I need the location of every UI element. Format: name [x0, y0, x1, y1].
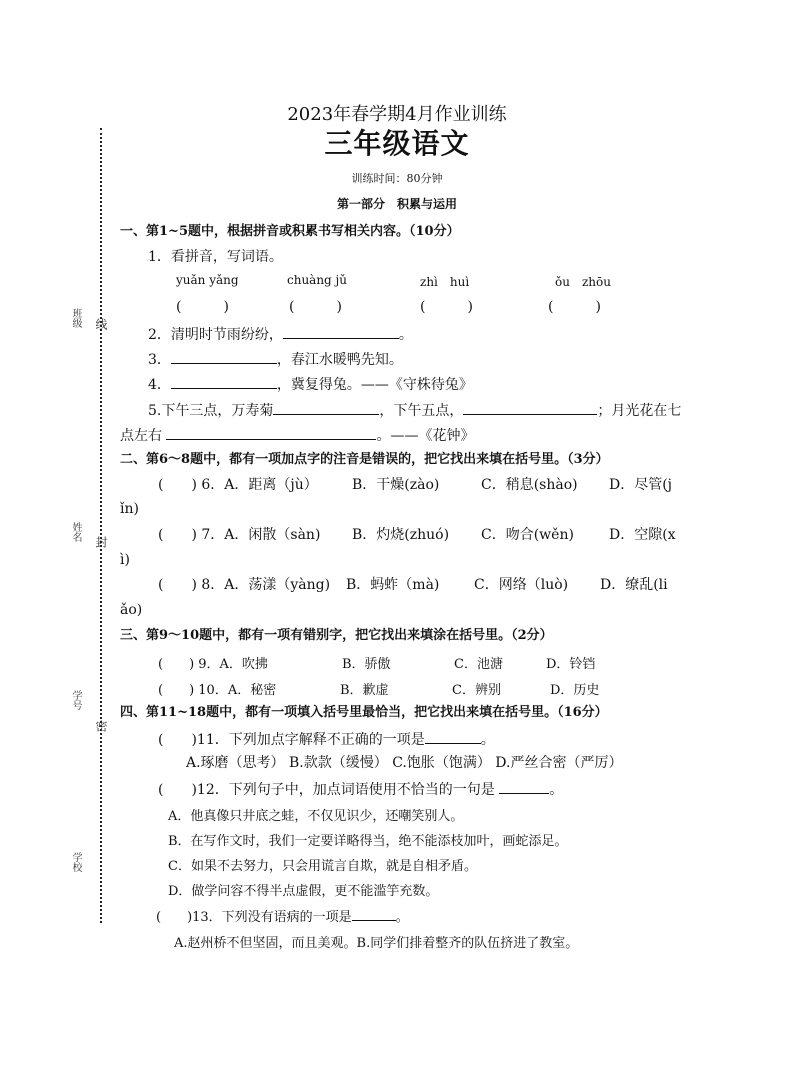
q3-blank[interactable]	[171, 349, 277, 364]
q10-part-b: B．歉虚	[340, 683, 389, 698]
q10-part-d: D．历史	[550, 683, 600, 698]
part-heading: 第一部分 积累与运用	[336, 197, 457, 211]
q11-end: 。	[480, 732, 495, 748]
q12-end: 。	[549, 782, 564, 798]
q5-blank-3[interactable]	[166, 425, 376, 440]
answer-paren-1[interactable]: ( )	[176, 299, 229, 315]
q3	[148, 349, 403, 369]
side-label-school: 学校	[70, 852, 81, 872]
q7-part-a[interactable]: ( ) 7．A．闲散（sàn)	[158, 527, 321, 543]
q8-wrap: ǎo)	[120, 602, 143, 618]
q11-options: A.琢磨（思考） B.款款（缓慢） C.饱胀（饱满） D.严丝合密（严厉）	[186, 755, 623, 771]
q6-part-a[interactable]: ( ) 6．A．距离（jù）	[158, 477, 318, 493]
answer-paren-2[interactable]: ( )	[289, 299, 342, 315]
q7-part-b: B．灼烧(zhuó)	[352, 527, 450, 543]
q5-blank-2[interactable]	[463, 400, 597, 415]
q12-text: ( )12．下列句子中，加点词语使用不恰当的一句是	[158, 782, 495, 798]
q6-wrap: ǐn)	[120, 501, 139, 517]
pinyin-4: ǒu zhōu	[555, 275, 611, 289]
q2	[148, 324, 413, 344]
q13	[156, 906, 409, 925]
pinyin-2: chuàng jǔ	[287, 273, 348, 287]
section3-heading: 三、第9～10题中，都有一项有错别字，把它找出来填涂在括号里。（2分）	[120, 628, 553, 643]
section1-heading: 一、第1~5题中，根据拼音或积累书写相关内容。（10分）	[120, 224, 460, 239]
q6-part-d: D．尽管(j	[609, 477, 673, 493]
q12-option-d: D．做学问容不得半点虚假，更不能滥竽充数。	[168, 884, 439, 899]
side-label-name: 姓名	[70, 522, 81, 542]
q4-text: ，冀复得兔。——《守株待兔》	[276, 377, 473, 393]
q7-wrap: ì)	[120, 552, 130, 568]
q4	[148, 374, 473, 394]
exam-time: 训练时间：80分钟	[351, 172, 443, 185]
q8-part-a[interactable]: ( ) 8．A．荡漾（yàng)	[158, 577, 331, 593]
q8-part-b: B．蚂蚱（mà)	[346, 577, 440, 593]
q5-text-e: 。——《花钟》	[376, 428, 475, 444]
q11	[158, 729, 495, 749]
q5-line2	[120, 425, 474, 445]
q10-part-a[interactable]: ( ) 10．A．秘密	[158, 683, 277, 698]
q8-part-d: D．缭乱(li	[600, 577, 668, 593]
side-label-secret: 密	[94, 720, 108, 732]
q5-text-c: ；月光花在七	[597, 403, 682, 419]
q13-text: ( )13．下列没有语病的一项是	[156, 910, 352, 925]
section2-heading: 二、第6～8题中，都有一项加点字的注音是错误的，把它找出来填在括号里。（3分）	[120, 452, 609, 467]
answer-paren-4[interactable]: ( )	[548, 299, 601, 315]
subject-title: 三年级语文	[324, 127, 470, 160]
q5-line1	[148, 400, 681, 420]
q12	[158, 779, 563, 799]
exam-title: 2023年春学期4月作业训练	[287, 104, 507, 125]
q1-prompt: 1．看拼音，写词语。	[148, 249, 283, 265]
q12-blank[interactable]	[499, 779, 549, 794]
q7-part-d: D．空隙(x	[609, 527, 676, 543]
binding-dotted-line	[100, 128, 102, 923]
side-label-number: 学号	[70, 690, 81, 710]
q5-blank-1[interactable]	[273, 400, 379, 415]
q13-options: A.赵州桥不但坚固，而且美观。B.同学们排着整齐的队伍挤进了教室。	[174, 936, 579, 951]
q4-number: 4．	[148, 377, 171, 393]
q4-blank[interactable]	[171, 374, 277, 389]
q5-text-d: 点左右	[120, 428, 162, 444]
q2-blank[interactable]	[283, 324, 399, 339]
q11-blank[interactable]	[425, 729, 481, 744]
side-label-seal: 封	[94, 536, 108, 548]
section4-heading: 四、第11~18题中，都有一项填入括号里最恰当，把它找出来填在括号里。（16分）	[120, 705, 608, 720]
q5-text-a: 5.下午三点，万寿菊	[148, 403, 274, 419]
q11-text: ( )11．下列加点字解释不正确的一项是	[158, 732, 425, 748]
q9-part-d: D．铃铛	[546, 657, 596, 672]
side-label-line: 线	[94, 318, 108, 330]
q3-text: ，春江水暖鸭先知。	[276, 352, 403, 368]
pinyin-1: yuǎn yǎng	[176, 273, 239, 287]
q13-end: 。	[395, 910, 409, 925]
q12-option-a: A．他真像只井底之蛙，不仅见识少，还嘲笑别人。	[168, 809, 464, 824]
side-label-class: 班级	[70, 308, 81, 328]
q9-part-b: B．骄傲	[342, 657, 391, 672]
q8-part-c: C．网络（luò)	[474, 577, 569, 593]
q2-text: 2．清明时节雨纷纷，	[148, 327, 283, 343]
q7-part-c: C．吻合(wěn)	[481, 527, 574, 543]
answer-paren-3[interactable]: ( )	[420, 299, 473, 315]
q3-number: 3．	[148, 352, 171, 368]
q12-option-b: B．在写作文时，我们一定要详略得当，绝不能添枝加叶，画蛇添足。	[168, 834, 568, 849]
pinyin-3: zhì huì	[420, 275, 470, 289]
q13-blank[interactable]	[352, 907, 396, 921]
q5-text-b: ，下午五点，	[379, 403, 464, 419]
q12-option-c: C．如果不去努力，只会用谎言自欺，就是自相矛盾。	[168, 859, 477, 874]
q9-part-a[interactable]: ( ) 9．A．吹拂	[158, 657, 268, 672]
q9-part-c: C．池溏	[454, 657, 503, 672]
q10-part-c: C．辨别	[452, 683, 501, 698]
q6-part-c: C．稍息(shào)	[481, 477, 578, 493]
q6-part-b: B．干燥(zào)	[352, 477, 440, 493]
q2-end: 。	[398, 327, 413, 343]
